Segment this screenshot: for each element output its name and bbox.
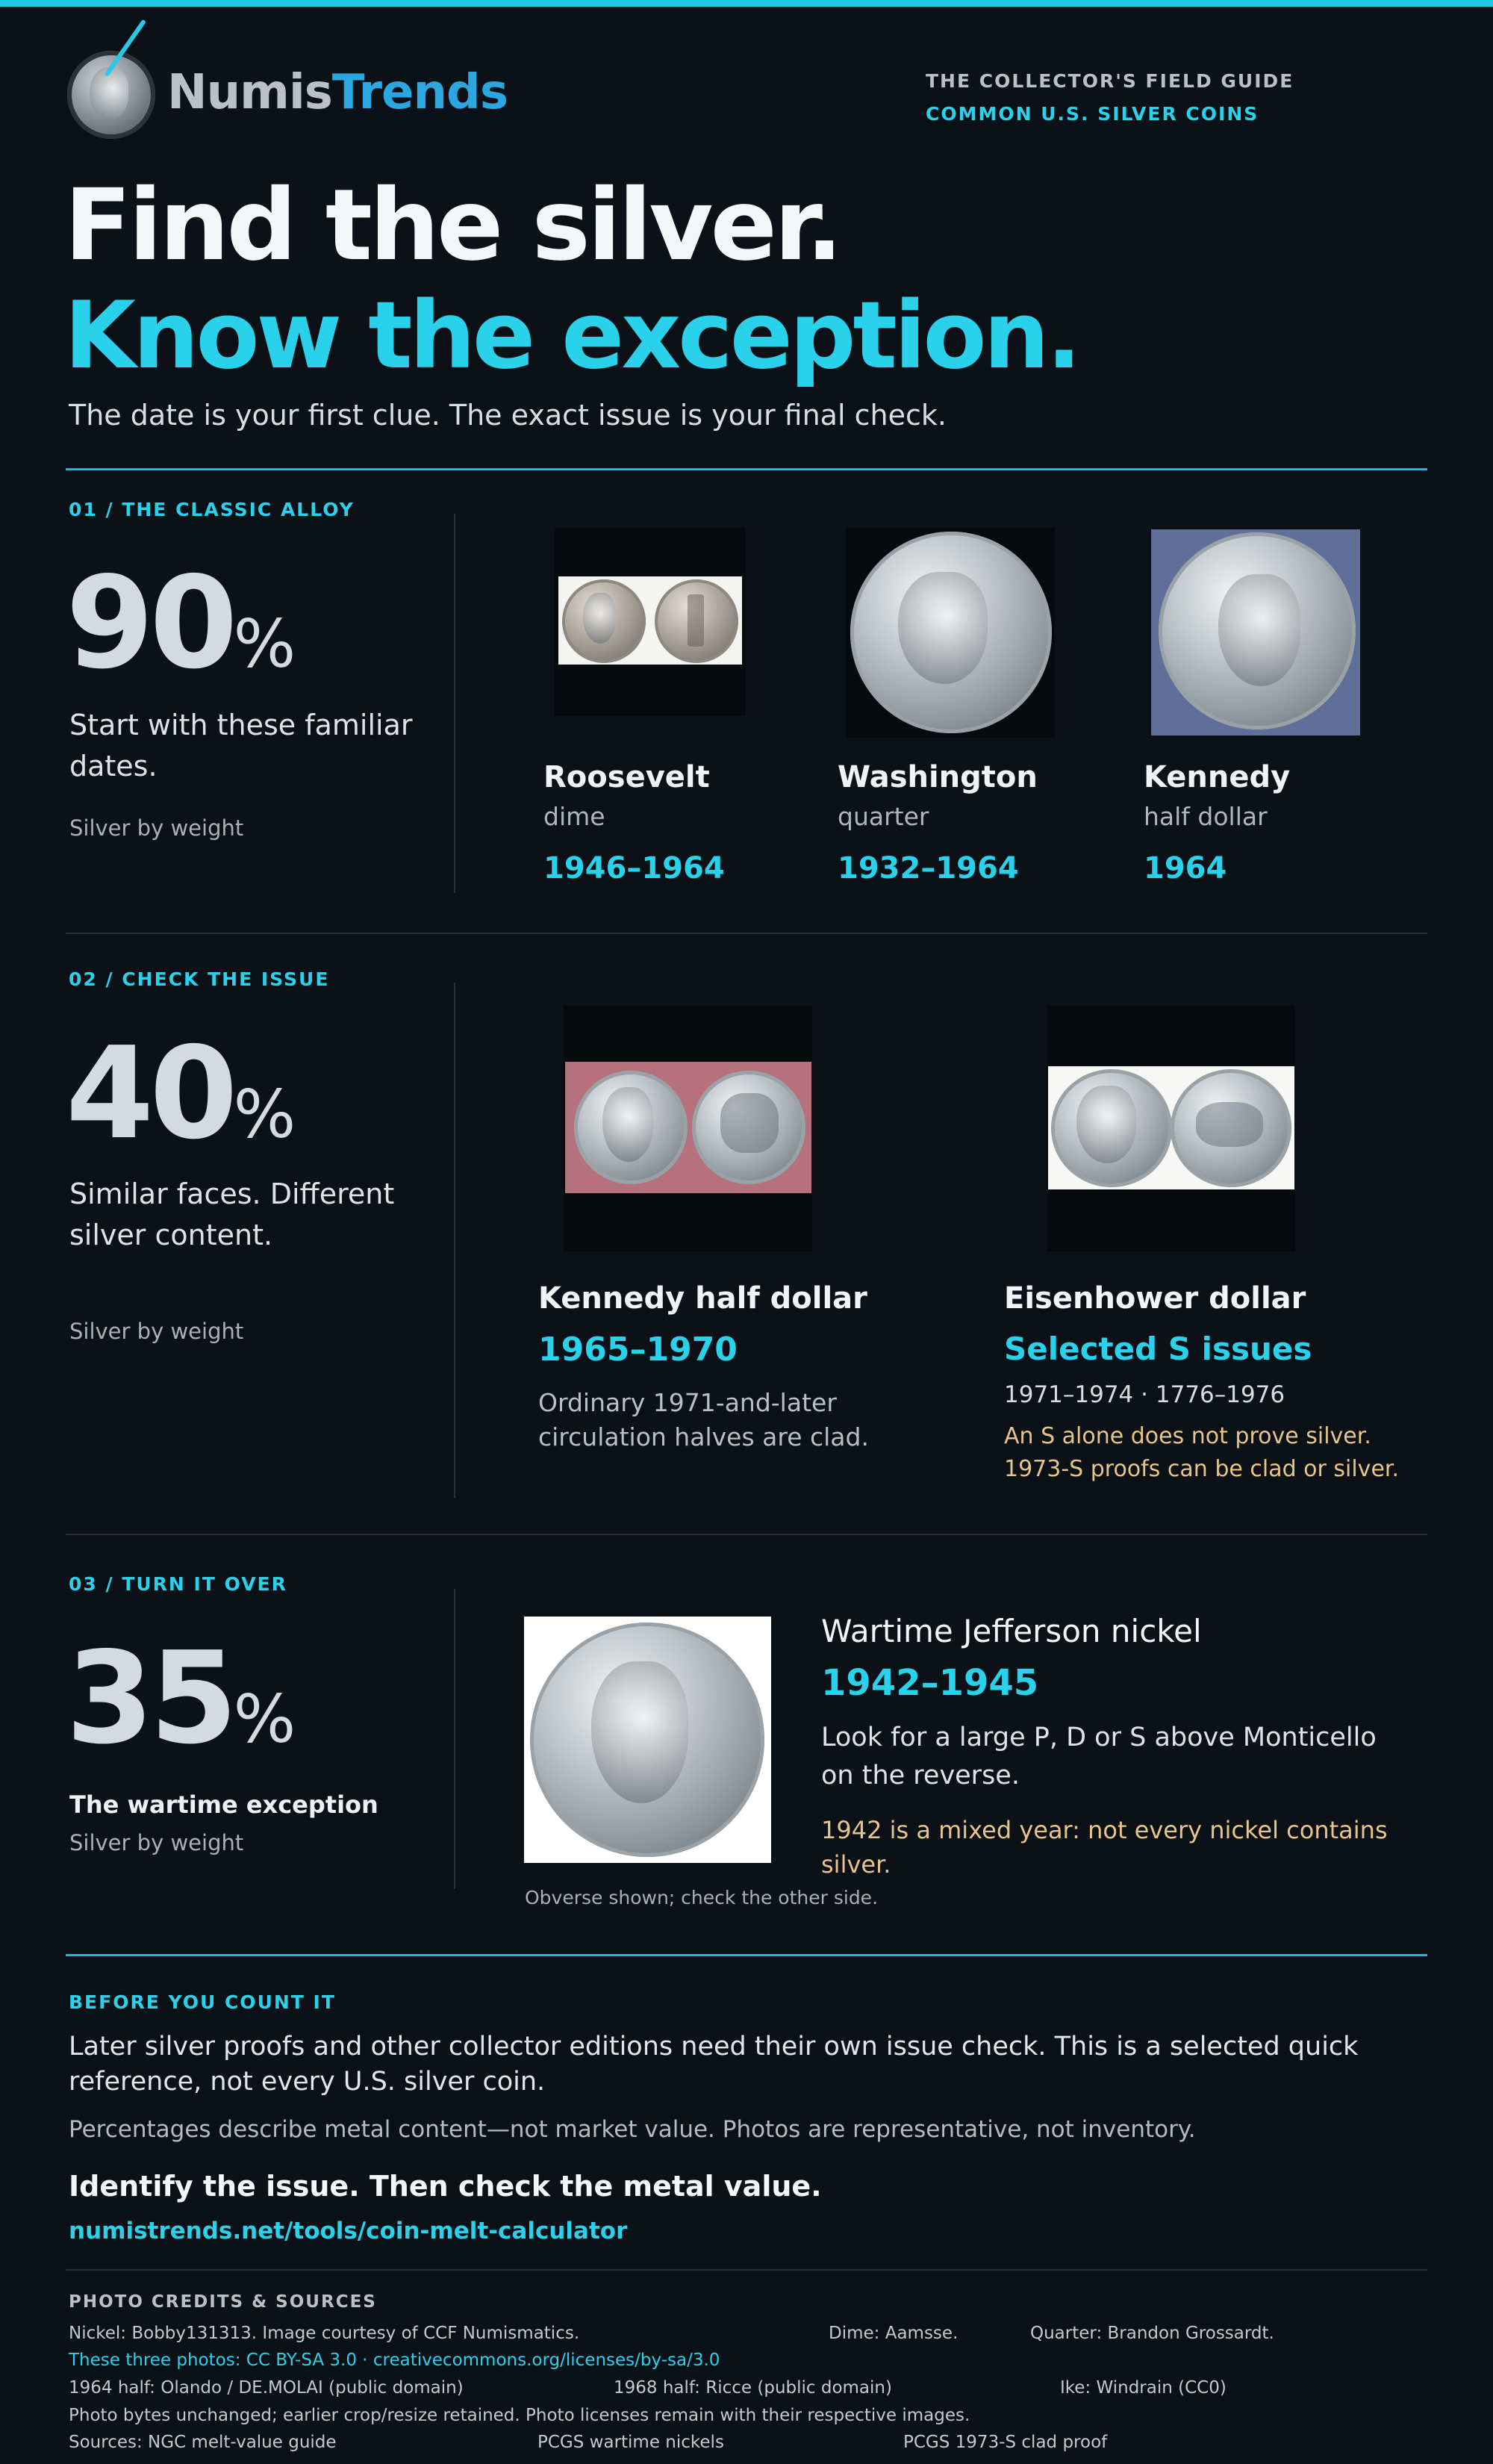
- credit-ike: Ike: Windrain (CC0): [1060, 2378, 1226, 2398]
- eisenhower-years: 1971–1974 · 1776–1976: [1004, 1381, 1285, 1408]
- source-ngc[interactable]: Sources: NGC melt-value guide: [69, 2433, 337, 2452]
- coin-type-kennedy: half dollar: [1144, 802, 1268, 831]
- quarter-photo: [846, 527, 1055, 738]
- divider: [66, 933, 1427, 934]
- coin-dates-nickel: 1942–1945: [821, 1662, 1039, 1704]
- footer-para2: Percentages describe metal content—not market value. Photos are representative, not inventory.: [69, 2116, 1196, 2143]
- credit-note: Photo bytes unchanged; earlier crop/resize retained. Photo licenses remain with their respective images.: [69, 2406, 970, 2425]
- coin-dates-kennedy: 1964: [1144, 851, 1227, 886]
- brand-name-b: Trends: [331, 65, 508, 120]
- eisenhower-warning: An S alone does not prove silver. 1973-S proofs can be clad or silver.: [1004, 1423, 1400, 1482]
- section2-kicker: 02 / CHECK THE ISSUE: [69, 968, 330, 990]
- section3-number: 35: [66, 1625, 234, 1773]
- kennedy-1968-photo: [564, 1005, 812, 1251]
- section1-desc: Start with these familiar dates.: [69, 709, 413, 783]
- footer-para1: Later silver proofs and other collector editions need their own issue check. This is a selected quick reference, not every U.S. silver coin.: [69, 2032, 1359, 2097]
- brand-logo[interactable]: [167, 65, 508, 120]
- section2-unit: %: [233, 1076, 296, 1153]
- subheadline: Know the exception.: [64, 282, 1079, 390]
- eisenhower-photo: [1047, 1005, 1295, 1251]
- credit-half-1964: 1964 half: Olando / DE.MOLAI (public domain): [69, 2378, 464, 2398]
- credit-half-1968: 1968 half: Ricce (public domain): [614, 2378, 892, 2398]
- nickel-warning: 1942 is a mixed year: not every nickel contains silver.: [821, 1816, 1388, 1879]
- dime-photo: [555, 527, 746, 716]
- coin-name-nickel: Wartime Jefferson nickel: [821, 1613, 1202, 1649]
- nickel-note: Look for a large P, D or S above Monticello on the reverse.: [821, 1723, 1377, 1791]
- divider: [66, 1534, 1427, 1535]
- section1-kicker: 01 / THE CLASSIC ALLOY: [69, 499, 355, 520]
- brand-name-a: Numis: [167, 65, 332, 120]
- logo-coin-icon: [67, 51, 155, 139]
- coin-dates-kennedy-half: 1965–1970: [538, 1331, 738, 1369]
- section3-stat: [66, 1625, 296, 1773]
- column-divider: [454, 1589, 455, 1889]
- coin-name-eisenhower: Eisenhower dollar: [1004, 1281, 1306, 1316]
- calculator-link[interactable]: numistrends.net/tools/coin-melt-calculator: [69, 2218, 628, 2244]
- column-divider: [454, 514, 455, 893]
- divider: [66, 1954, 1427, 1956]
- coin-dates-washington: 1932–1964: [838, 851, 1019, 886]
- source-pcgs-proof[interactable]: PCGS 1973-S clad proof: [903, 2433, 1108, 2452]
- nickel-photo: [524, 1617, 771, 1863]
- section2-weight: Silver by weight: [69, 1319, 244, 1344]
- kennedy-half-note: Ordinary 1971-and-later circulation halves are clad.: [538, 1388, 869, 1452]
- section1-number: 90: [66, 550, 234, 697]
- section3-label: The wartime exception: [69, 1791, 378, 1819]
- nickel-caption: Obverse shown; check the other side.: [525, 1887, 879, 1908]
- coin-type-washington: quarter: [838, 802, 929, 831]
- section3-kicker: 03 / TURN IT OVER: [69, 1573, 287, 1595]
- headline: Find the silver.: [64, 168, 841, 283]
- section3-unit: %: [233, 1681, 296, 1758]
- coin-name-kennedy: Kennedy: [1144, 760, 1291, 794]
- section1-unit: %: [233, 606, 296, 682]
- section2-desc: Similar faces. Different silver content.: [69, 1177, 395, 1252]
- divider: [66, 2269, 1427, 2271]
- credit-nickel: Nickel: Bobby131313. Image courtesy of CCF Numismatics.: [69, 2324, 580, 2343]
- license-link[interactable]: These three photos: CC BY-SA 3.0 · creativecommons.org/licenses/by-sa/3.0: [69, 2351, 720, 2370]
- coin-name-kennedy-half: Kennedy half dollar: [538, 1281, 867, 1316]
- column-divider: [454, 983, 455, 1498]
- coin-dates-eisenhower: Selected S issues: [1004, 1331, 1312, 1367]
- guide-title: THE COLLECTOR'S FIELD GUIDE: [926, 70, 1294, 92]
- coin-name-roosevelt: Roosevelt: [543, 760, 710, 794]
- credits-title: PHOTO CREDITS & SOURCES: [69, 2292, 377, 2312]
- coin-name-washington: Washington: [838, 760, 1038, 794]
- source-pcgs-nickels[interactable]: PCGS wartime nickels: [537, 2433, 724, 2452]
- section2-number: 40: [66, 1020, 234, 1168]
- section1-weight: Silver by weight: [69, 815, 244, 841]
- coin-dates-roosevelt: 1946–1964: [543, 851, 725, 886]
- lead-text: The date is your first clue. The exact issue is your final check.: [69, 399, 947, 432]
- section2-stat: [66, 1020, 296, 1168]
- footer-kicker: BEFORE YOU COUNT IT: [69, 1991, 336, 2013]
- kennedy-1964-photo: [1151, 529, 1360, 735]
- credit-quarter: Quarter: Brandon Grossardt.: [1030, 2324, 1274, 2343]
- guide-subtitle: COMMON U.S. SILVER COINS: [926, 103, 1259, 125]
- top-accent-bar: [0, 0, 1493, 7]
- coin-type-roosevelt: dime: [543, 802, 605, 831]
- divider: [66, 468, 1427, 470]
- footer-cta: Identify the issue. Then check the metal value.: [69, 2170, 822, 2203]
- section3-weight: Silver by weight: [69, 1830, 244, 1855]
- credit-dime: Dime: Aamsse.: [829, 2324, 959, 2343]
- section1-stat: [66, 550, 296, 697]
